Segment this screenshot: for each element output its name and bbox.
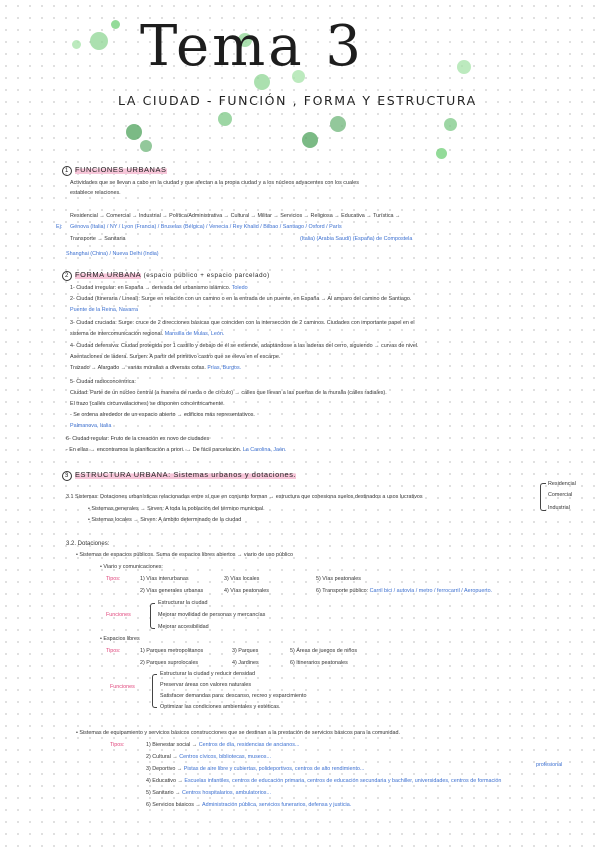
s2-item-example: Frías, Burgos. bbox=[207, 365, 242, 371]
funciones-label: Funciones bbox=[106, 612, 131, 618]
via-type-text: 6) Transporte público: bbox=[316, 588, 369, 594]
s2-item-example: Mansilla de Mulas, León. bbox=[164, 331, 225, 337]
s1-examples-label: Ej: bbox=[56, 224, 63, 230]
s2-item bbox=[66, 447, 287, 454]
s2-item-text: 1- Ciudad irregular: en España → derivada del urbanismo islámico. bbox=[70, 285, 231, 291]
via-type: 2) Vías generales urbanas bbox=[140, 588, 204, 594]
tipos-label: Tipos: bbox=[110, 742, 125, 748]
equipment-type-example: Centros de día, residencias de ancianos... bbox=[198, 742, 300, 748]
s2-item-example: Puente de la Reina, Navarra bbox=[70, 307, 139, 313]
function-item: Mejorar accesibilidad bbox=[158, 624, 209, 630]
equipment-type-text: 4) Educativo → bbox=[146, 778, 183, 784]
equipment-systems-line: • Sistemas de equipamiento y servicios básicos construcciones que se destinan a la prestación de servicios básicos para la comunidad. bbox=[76, 730, 400, 736]
section-heading-text: ESTRUCTURA URBANA: Sistemas urbanos y dotaciones. bbox=[75, 470, 297, 479]
s1-transport-line: Transporte → Sanitaria bbox=[70, 236, 126, 242]
s1-examples-line: Génova (Italia) / NY / Lyon (Francia) / Bruselas (Bélgica) / Venecia / Rey Khalid / Bilbao / Santiago / Oxford / París bbox=[70, 224, 342, 230]
section-heading-note: (espacio público + espacio parcelado) bbox=[143, 272, 270, 279]
equipment-type bbox=[146, 766, 364, 773]
equipment-type-text: 2) Cultural → bbox=[146, 754, 178, 760]
equipment-type-text: 3) Deportivo → bbox=[146, 766, 183, 772]
espacios-libres-heading: • Espacios libres bbox=[100, 636, 140, 642]
green-dot-decoration bbox=[140, 140, 152, 152]
use-type: Comercial bbox=[548, 492, 573, 498]
s3-systems-line: 3.1 Sistemas: Dotaciones urbanísticas relacionadas entre sí que en conjunto forman → estructura que cohesiona suelos destinados a usos lucrativos bbox=[66, 494, 423, 500]
s2-item-example: Toledo bbox=[231, 285, 248, 291]
tipos-label: Tipos: bbox=[106, 648, 121, 654]
s1-intro-line: Actividades que se llevan a cabo en la ciudad y que afectan a la propia ciudad y a los núcleos adyacentes con los cuales bbox=[70, 180, 359, 186]
space-type: 2) Parques suprolocales bbox=[140, 660, 199, 666]
function-item: Optimizar las condiciones ambientales y estéticas. bbox=[160, 704, 281, 710]
s2-item-example: La Carolina, Jaén. bbox=[242, 447, 287, 453]
s2-item: - Se ordena alrededor de un espacio abierto → edificios más representativos. bbox=[70, 412, 255, 418]
green-dot-decoration bbox=[111, 20, 120, 29]
s1-examples-line: Shanghai (China) / Nueva Delhi (India) bbox=[66, 251, 159, 257]
page-title: Tema 3 bbox=[140, 14, 365, 79]
s3-local-systems: • Sistemas locales → Sirven: A ámbito determinado de la ciudad bbox=[88, 517, 242, 523]
green-dot-decoration bbox=[302, 132, 318, 148]
uses-brace bbox=[540, 483, 546, 511]
s2-item bbox=[70, 331, 224, 338]
equipment-type-example: Pistas de aire libre y cubiertas, polideportivos, centros de alto rendimiento... bbox=[183, 766, 365, 772]
s2-item: Asentaciones de ladera. Surgen: A partir del primitivo castro que se eleva en el escarpe. bbox=[70, 354, 281, 360]
page-subtitle: LA CIUDAD - FUNCIÓN , FORMA Y ESTRUCTURA bbox=[118, 93, 477, 108]
s2-item-text: sistema de intercomunicación regional. bbox=[70, 331, 164, 337]
equipment-type bbox=[146, 754, 271, 761]
s3-general-systems: • Sistemas generales → Sirven: A toda la población del término municipal. bbox=[88, 506, 265, 512]
functions-brace bbox=[152, 674, 157, 708]
section-number: 1 bbox=[62, 166, 72, 176]
s2-item-text: - En ellas → encontramos la planificación a priori. → De fácil parcelación. bbox=[66, 447, 242, 453]
equipment-type-text: 1) Bienestar social → bbox=[146, 742, 198, 748]
s32-public-spaces: • Sistemas de espacios públicos. Suma de espacios libres abiertos → viario de uso público bbox=[76, 552, 294, 558]
green-dot-decoration bbox=[457, 60, 471, 74]
s2-item: 6- Ciudad regular: Fruto de la creación ex novo de ciudades bbox=[66, 436, 210, 442]
equipment-type-text: 6) Servicios básicos → bbox=[146, 802, 201, 808]
s2-item bbox=[70, 285, 248, 292]
green-dot-decoration bbox=[444, 118, 457, 131]
funciones-label: Funciones bbox=[110, 684, 135, 690]
section-heading-text: FORMA URBANA bbox=[75, 270, 141, 279]
space-type: 1) Parques metropolitanos bbox=[140, 648, 204, 654]
function-item: Estructurar la ciudad bbox=[158, 600, 208, 606]
via-type: 1) Vías interurbanas bbox=[140, 576, 189, 582]
space-type: 4) Jardines bbox=[232, 660, 259, 666]
section-1-heading bbox=[62, 165, 167, 176]
equipment-type bbox=[146, 802, 351, 809]
equipment-type bbox=[146, 778, 501, 785]
equipment-type-example: Centros cívicos, bibliotecas, museos... bbox=[179, 754, 271, 760]
function-item: Preservar áreas con valores naturales bbox=[160, 682, 252, 688]
equipment-type-example: Centros hospitalarios, ambulatorios... bbox=[181, 790, 271, 796]
section-heading-text: FUNCIONES URBANAS bbox=[75, 165, 167, 174]
equipment-type-example: Administración pública, servicios funerarios, defensa y justicia. bbox=[202, 802, 352, 808]
function-item: Satisfacer demandas para: descanso, recreo y esparcimiento bbox=[160, 693, 307, 699]
s2-item: 4- Ciudad defensiva: Ciudad protegida por 1 castillo y debajo de él se extiende, adaptándose a las laderas del cerro, siguiendo → curvas de nivel. bbox=[70, 343, 419, 349]
space-type: 5) Áreas de juegos de niños bbox=[290, 648, 358, 654]
space-type: 6) Itinerarios peatonales bbox=[290, 660, 348, 666]
functions-brace bbox=[150, 603, 155, 629]
function-item: Estructurar la ciudad y reducir densidad bbox=[160, 671, 255, 677]
section-3-heading bbox=[62, 470, 296, 481]
s1-function-types: Residencial → Comercial → Industrial → Política/Administrativa → Cultural → Militar → Servicios → Religiosa → Educativa → Turística → bbox=[70, 213, 401, 219]
section-number: 2 bbox=[62, 271, 72, 281]
s2-item: 5- Ciudad radioconcéntrica: bbox=[70, 379, 136, 385]
equipment-type bbox=[146, 790, 271, 797]
s2-item bbox=[70, 365, 241, 372]
via-type: 5) Vías peatonales bbox=[316, 576, 361, 582]
via-type-example: Carril bici / autovía / metro / ferrocarril / Aeropuerto. bbox=[369, 588, 493, 594]
s32-heading: 3.2. Dotaciones: bbox=[66, 541, 110, 547]
s2-item: 3- Ciudad cruciada: Surge: cruce de 2 direcciones básicas que coinciden con la intersección de 2 caminos. Ciudades con importante papel en el bbox=[70, 320, 415, 326]
viario-heading: • Viario y comunicaciones: bbox=[100, 564, 163, 570]
green-dot-decoration bbox=[90, 32, 108, 50]
s2-item: 2- Ciudad (Itineraria / Lineal): Surge en relación con un camino o en la entrada de un puente, en España → Al amparo del camino de Santiago. bbox=[70, 296, 412, 302]
use-type: Residencial bbox=[548, 481, 576, 487]
section-2-heading bbox=[62, 270, 270, 281]
green-dot-decoration bbox=[330, 116, 346, 132]
s2-item-example: Palmanova, Italia bbox=[70, 423, 112, 429]
via-type bbox=[316, 588, 492, 595]
s1-intro-line: establece relaciones. bbox=[70, 190, 121, 196]
tipos-label: Tipos: bbox=[106, 576, 121, 582]
s2-item: El trazo (calles circunvalaciones) se disponen concéntricamente. bbox=[70, 401, 225, 407]
via-type: 4) Vías peatonales bbox=[224, 588, 269, 594]
function-item: Mejorar movilidad de personas y mercancías bbox=[158, 612, 266, 618]
green-dot-decoration bbox=[218, 112, 232, 126]
s2-item: Ciudad: Parte de un núcleo central (a manera de rueda o de círculo) → calles que llevan a las puertas de la muralla (calles radiales). bbox=[70, 390, 387, 396]
use-type: Industrial bbox=[548, 505, 570, 511]
space-type: 3) Parques bbox=[232, 648, 259, 654]
section-number: 3 bbox=[62, 471, 72, 481]
equipment-type-text: 5) Sanitario → bbox=[146, 790, 181, 796]
via-type: 3) Vías locales bbox=[224, 576, 260, 582]
equipment-type-example: profesional bbox=[536, 762, 563, 768]
s1-examples-line: (Italia) (Arabia Saudí) (España) de Compostela bbox=[300, 236, 413, 242]
equipment-type bbox=[146, 742, 299, 749]
equipment-type-example: Escuelas infantiles, centros de educación primaria, centros de educación secundaria y bachiller, universidades, centros de formación bbox=[184, 778, 502, 784]
green-dot-decoration bbox=[72, 40, 81, 49]
green-dot-decoration bbox=[126, 124, 142, 140]
s2-item-text: Trazado → Alargado → varias murallas a diversas cotas. bbox=[70, 365, 206, 371]
green-dot-decoration bbox=[436, 148, 447, 159]
